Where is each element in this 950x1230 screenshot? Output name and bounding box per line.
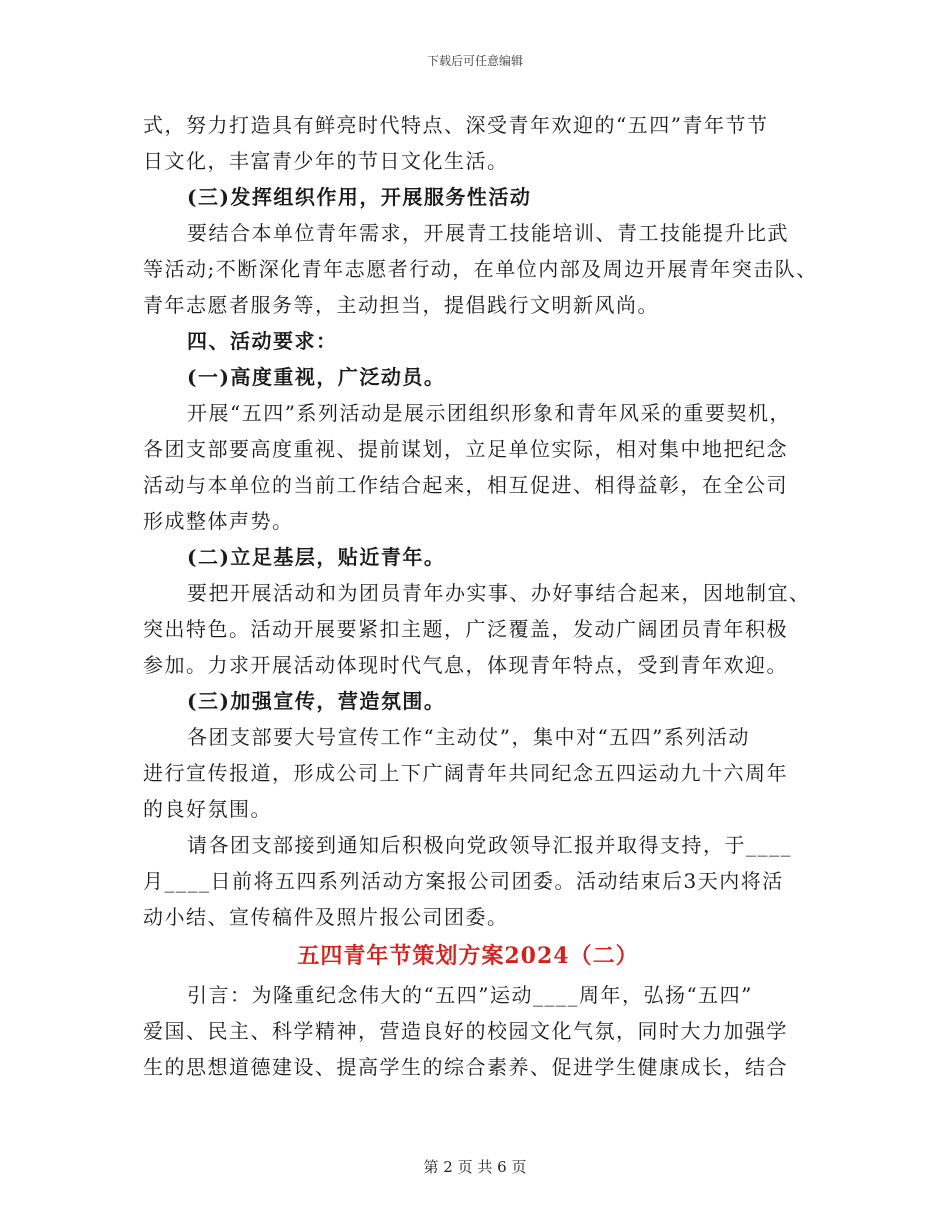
paragraph-line: 爱国、民主、科学精神，营造良好的校园文化气氛，同时大力加强学	[143, 1019, 788, 1043]
section-heading: 四、活动要求：	[187, 329, 338, 353]
paragraph-line: 的良好氛围。	[143, 797, 272, 821]
paragraph-line: 日文化，丰富青少年的节日文化生活。	[143, 149, 509, 173]
paragraph-line: 式，努力打造具有鲜亮时代特点、深受青年欢迎的“五四”青年节节	[143, 113, 769, 137]
paragraph-line: 生的思想道德建设、提高学生的综合素养、促进学生健康成长，结合	[143, 1055, 788, 1079]
paragraph-line: 要把开展活动和为团员青年办实事、办好事结合起来，因地制宜、	[187, 581, 811, 605]
paragraph-line: 动小结、宣传稿件及照片报公司团委。	[143, 905, 509, 929]
page-number: 第 2 页 共 6 页	[423, 1158, 527, 1176]
section-heading: (三)发挥组织作用，开展服务性活动	[187, 185, 532, 209]
paragraph-line: 活动与本单位的当前工作结合起来，相互促进、相得益彰，在全公司	[143, 473, 788, 497]
page-header-note: 下载后可任意编辑	[426, 54, 523, 68]
paragraph-line: 月____日前将五四系列活动方案报公司团委。活动结束后3天内将活	[143, 869, 784, 893]
paragraph-line: 青年志愿者服务等，主动担当，提倡践行文明新风尚。	[143, 293, 659, 317]
document-title: 五四青年节策划方案2024（二）	[297, 943, 639, 969]
paragraph-line: 引言：为隆重纪念伟大的“五四”运动____周年，弘扬“五四”	[187, 983, 753, 1007]
paragraph-line: 各团支部要大号宣传工作“主动仗”，集中对“五四”系列活动	[187, 725, 750, 749]
paragraph-line: 参加。力求开展活动体现时代气息，体现青年特点，受到青年欢迎。	[143, 653, 788, 677]
paragraph-line: 开展“五四”系列活动是展示团组织形象和青年风采的重要契机，	[187, 401, 791, 425]
paragraph-line: 等活动;不断深化青年志愿者行动，在单位内部及周边开展青年突击队、	[143, 257, 818, 281]
section-heading: (三)加强宣传，营造氛围。	[187, 689, 446, 713]
section-heading: (二)立足基层，贴近青年。	[187, 545, 446, 569]
paragraph-line: 各团支部要高度重视、提前谋划，立足单位实际，相对集中地把纪念	[143, 437, 788, 461]
paragraph-line: 进行宣传报道，形成公司上下广阔青年共同纪念五四运动九十六周年	[143, 761, 788, 785]
paragraph-line: 突出特色。活动开展要紧扣主题，广泛覆盖，发动广阔团员青年积极	[143, 617, 788, 641]
paragraph-line: 要结合本单位青年需求，开展青工技能培训、青工技能提升比武	[187, 221, 789, 245]
document-body	[143, 107, 818, 1085]
paragraph-line: 请各团支部接到通知后积极向党政领导汇报并取得支持，于____	[187, 833, 792, 857]
section-heading: (一)高度重视，广泛动员。	[187, 365, 446, 389]
paragraph-line: 形成整体声势。	[143, 509, 294, 533]
